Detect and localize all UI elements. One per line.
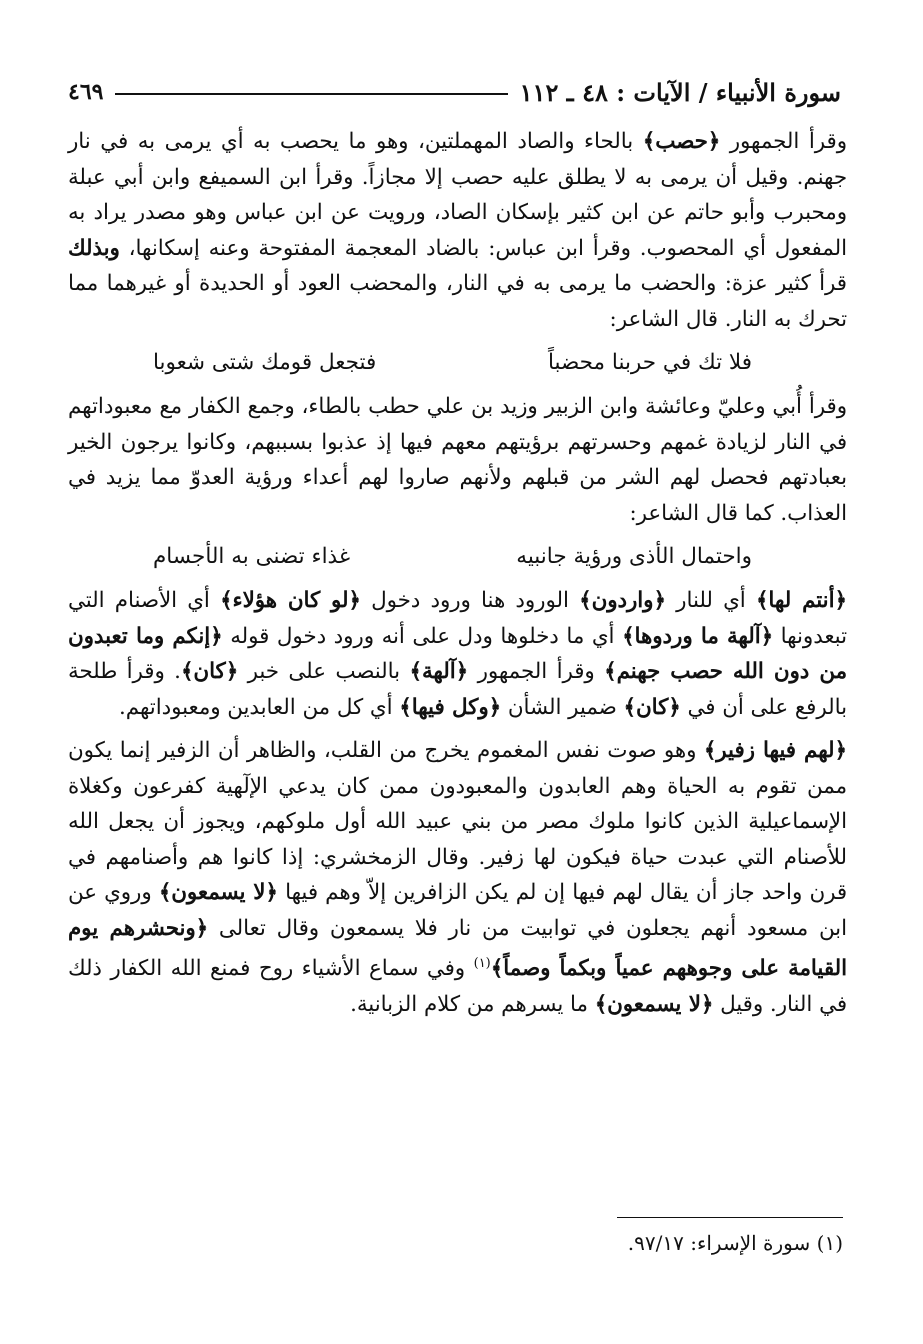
text-run: أي كل من العابدين ومعبوداتهم. xyxy=(119,694,400,720)
running-header xyxy=(68,72,841,112)
text-run: أي للنار xyxy=(665,588,756,613)
text-run: ضمير الشأن xyxy=(501,694,624,720)
verse-second-hemistich: فتجعل قومك شتى شعوبا xyxy=(153,350,377,375)
commentary-body xyxy=(68,124,847,1022)
text-run: وفي سماع الأشياء روح فمنع الله الكفار ذلك في النار. وقيل xyxy=(68,956,847,1017)
verse-first-hemistich: فلا تك في حربنا محضباً xyxy=(548,350,752,375)
text-run: أي ما دخلوها ودل على أنه ورود دخول قوله xyxy=(222,623,623,649)
text-run: وقرأ أُبي وعليّ وعائشة وابن الزبير وزيد بن علي حطب بالطاء، وجمع الكفار مع معبوداتهم في النار لزيادة غمهم وحسرتهم برؤيتهم معهم فيها إذ عذبوا بسببهم، وكانوا يرجون الخير بعبادتهم فحصل لهم الشر من قبلهم ولأنهم صاروا لهم أعداء ورؤية العدوّ مما يزيد في العذاب. كما قال الشاعر: xyxy=(68,394,847,526)
paragraph-3 xyxy=(68,583,847,725)
text-run: أي الأصنام التي تبعدونها xyxy=(68,588,848,649)
poem-verse-2 xyxy=(68,537,847,577)
text-run: وقرأ الجمهور xyxy=(720,129,847,154)
text-run: بالنصب على خبر xyxy=(238,659,410,684)
quran-quote: ﴿حصب﴾ xyxy=(642,129,721,154)
quran-quote: ﴿لا يسمعون﴾ xyxy=(594,991,714,1017)
text-run: الورود هنا ورود دخول xyxy=(360,588,580,613)
quran-quote: ﴿آلهة ما وردوها﴾ xyxy=(622,623,774,649)
text-run: وقرأ الجمهور xyxy=(468,659,605,684)
quran-quote: ﴿لهم فيها زفير﴾ xyxy=(703,738,847,763)
quran-quote: ﴿إنكم وما تعبدون من دون الله حصب جهنم﴾ xyxy=(68,623,847,684)
verse-second-hemistich: غذاء تضنى به الأجسام xyxy=(153,544,351,569)
text-run: بالحاء والصاد المهملتين، وهو ما يحصب به أي يرمى به في نار جهنم. وقيل أن يرمى به لا يطلق عليه حصب إلا مجازاً. وقرأ ابن السميفع وابن أبي عبلة ومحبرب وأبو حاتم عن ابن كثير بإسكان الصاد، ورويت عن ابن عباس وهو مصدر يراد به المفعول أي المحصوب. وقرأ ابن عباس: بالضاد المعجمة المفتوحة وعنه إسكانها، xyxy=(68,129,847,261)
emphasis-word: وبذلك xyxy=(68,235,120,261)
quran-quote: ﴿كان﴾ xyxy=(180,659,239,684)
text-run: ما يسرهم من كلام الزبانية. xyxy=(350,991,595,1017)
paragraph-4 xyxy=(68,733,847,1022)
paragraph-2 xyxy=(68,389,847,531)
text-run: وهو صوت نفس المغموم يخرج من القلب، والظاهر أن الزفير إنما يكون ممن تقوم به الحياة وهم العابدون والمعبودون ممن كان يدعي الإلٓهية كفرعون وكغلاة الإسماعيلية الذين كانوا ملوك مصر من بني عبيد الله أول ملوكهم، ويجوز أن يجعل الله للأصنام التي عبدت حياة فيكون لها زفير. وقال الزمخشري: إذا كانوا هم وأصنامهم في قرن واحد جاز أن يقال لهم فيها إن لم يكن الزافرين إلاّ وهم فيها xyxy=(68,738,848,905)
quran-quote: ﴿لو كان هؤلاء﴾ xyxy=(220,588,361,613)
quran-quote: ﴿أنتم لها﴾ xyxy=(755,588,847,613)
footnote: (١) سورة الإسراء: ٩٧/١٧. xyxy=(627,1231,843,1255)
page-number: ٤٦٩ xyxy=(68,79,104,105)
quran-quote: ﴿واردون﴾ xyxy=(579,588,666,613)
quran-quote: ﴿وكل فيها﴾ xyxy=(399,694,502,720)
quran-quote: ﴿كان﴾ xyxy=(623,694,681,720)
surah-title: سورة الأنبياء / الآيات : ٤٨ ـ ١١٢ xyxy=(519,77,841,107)
footnote-marker: (١) xyxy=(473,956,491,971)
quran-quote: ﴿آلهة﴾ xyxy=(409,659,469,684)
text-run: قرأ كثير عزة: والحضب ما يرمى به في النار، والمحضب العود أو الحديدة أو غيرهما مما تحرك به النار. قال الشاعر: xyxy=(68,271,847,332)
footnote-separator xyxy=(617,1217,843,1218)
verse-first-hemistich: واحتمال الأذى ورؤية جانبيه xyxy=(516,544,752,569)
poem-verse-1 xyxy=(68,343,847,383)
paragraph-1 xyxy=(68,124,847,337)
quran-quote: ﴿لا يسمعون﴾ xyxy=(158,880,278,905)
text-run: . وقرأ طلحة بالرفع على أن في xyxy=(68,659,847,720)
quran-quote: ﴿ونحشرهم يوم القيامة على وجوههم عمياً وبكماً وصماً﴾ xyxy=(68,915,848,982)
header-rule xyxy=(115,93,507,95)
text-run: وروي عن ابن مسعود أنهم يجعلون في توابيت من نار فلا يسمعون وقال تعالى xyxy=(68,880,847,941)
